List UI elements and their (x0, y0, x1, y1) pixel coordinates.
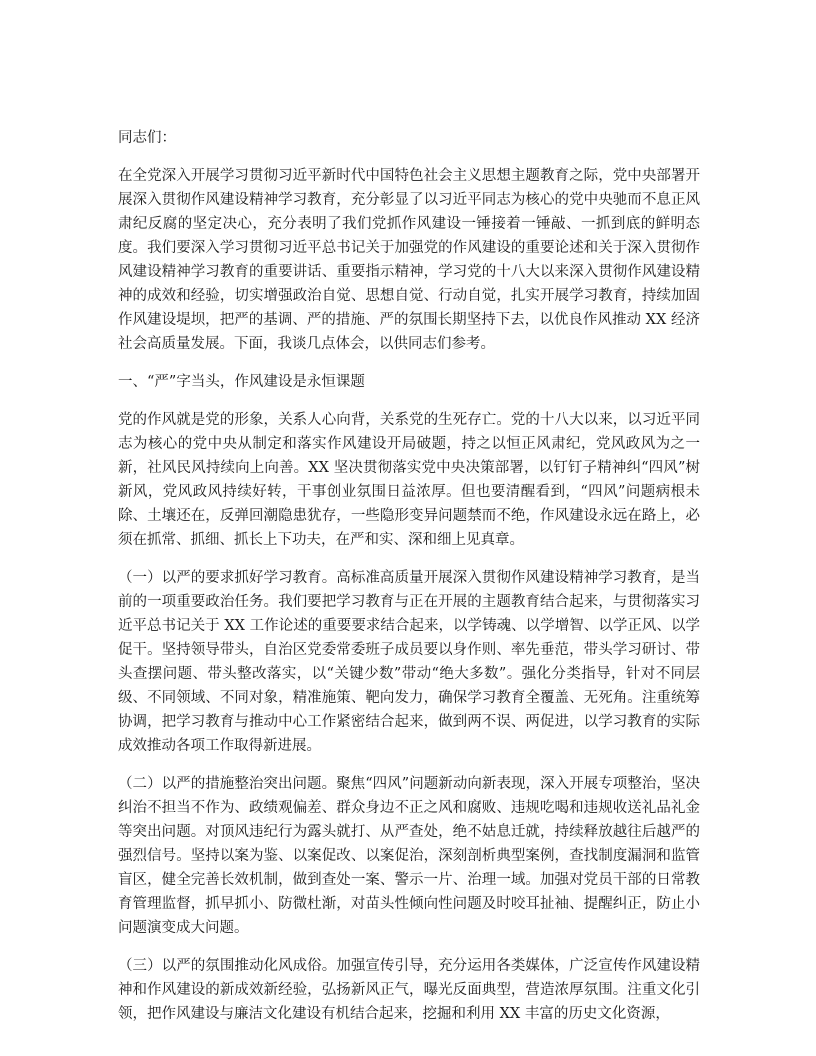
section-body-paragraph: 党的作风就是党的形象，关系人心向背，关系党的生死存亡。党的十八大以来，以习近平同志为核心的党中央从制定和落实作风建设开局破题，持之以恒正风肃纪，党风政风为之一新，社风民风持续向上向善。XX 坚决贯彻落实党中央决策部署，以钉钉子精神纠“四风”树新风，党风政风持续好转，干事创业氛围日益浓厚。但也要清醒看到，“四风”问题病根未除、土壤还在，反弹回潮隐患犹存，一些隐形变异问题禁而不绝，作风建设永远在路上，必须在抓常、抓细、抓长上下功夫，在严和实、深和细上见真章。 (118, 412, 700, 548)
sub-item-1-paragraph: （一）以严的要求抓好学习教育。高标准高质量开展深入贯彻作风建设精神学习教育，是当前的一项重要政治任务。我们要把学习教育与正在开展的主题教育结合起来，与贯彻落实习近平总书记关于 XX 工作论述的重要要求结合起来，以学铸魂、以学增智、以学正风、以学促干。坚持领导带头，自治区党委常委班子成员要以身作则、率先垂范，带头学习研讨、带头查摆问题、带头整改落实，以“关键少数”带动“绝大多数”。强化分类指导，针对不同层级、不同领域、不同对象，精准施策、靶向发力，确保学习教育全覆盖、无死角。注重统筹协调，把学习教育与推动中心工作紧密结合起来，做到两不误、两促进，以学习教育的实际成效推动各项工作取得新进展。 (118, 570, 700, 754)
section-heading: 一、“严”字当头，作风建设是永恒课题 (118, 374, 365, 390)
sub-item-3-paragraph: （三）以严的氛围推动化风成俗。加强宣传引导，充分运用各类媒体，广泛宣传作风建设精神和作风建设的新成效新经验，弘扬新风正气，曝光反面典型，营造浓厚氛围。注重文化引领，把作风建设与廉洁文化建设有机结合起来，挖掘和利用 XX 丰富的历史文化资源， (118, 958, 700, 1022)
document-page (118, 126, 700, 1040)
salutation: 同志们： (118, 130, 176, 146)
intro-paragraph: 在全党深入开展学习贯彻习近平新时代中国特色社会主义思想主题教育之际，党中央部署开展深入贯彻作风建设精神学习教育，充分彰显了以习近平同志为核心的党中央驰而不息正风肃纪反腐的坚定决心，充分表明了我们党抓作风建设一锤接着一锤敲、一抓到底的鲜明态度。我们要深入学习贯彻习近平总书记关于加强党的作风建设的重要论述和关于深入贯彻作风建设精神学习教育的重要讲话、重要指示精神，学习党的十八大以来深入贯彻作风建设精神的成效和经验，切实增强政治自觉、思想自觉、行动自觉，扎实开展学习教育，持续加固作风建设堤坝，把严的基调、严的措施、严的氛围长期坚持下去，以优良作风推动 XX 经济社会高质量发展。下面，我谈几点体会，以供同志们参考。 (118, 168, 700, 352)
sub-item-2-paragraph: （二）以严的措施整治突出问题。聚焦“四风”问题新动向新表现，深入开展专项整治，坚决纠治不担当不作为、政绩观偏差、群众身边不正之风和腐败、违规吃喝和违规收送礼品礼金等突出问题。对顶风违纪行为露头就打、从严查处，绝不姑息迁就，持续释放越往后越严的强烈信号。坚持以案为鉴、以案促改、以案促治，深刻剖析典型案例，查找制度漏洞和监管盲区，健全完善长效机制，做到查处一案、警示一片、治理一域。加强对党员干部的日常教育管理监督，抓早抓小、防微杜渐，对苗头性倾向性问题及时咬耳扯袖、提醒纠正，防止小问题演变成大问题。 (118, 776, 700, 936)
